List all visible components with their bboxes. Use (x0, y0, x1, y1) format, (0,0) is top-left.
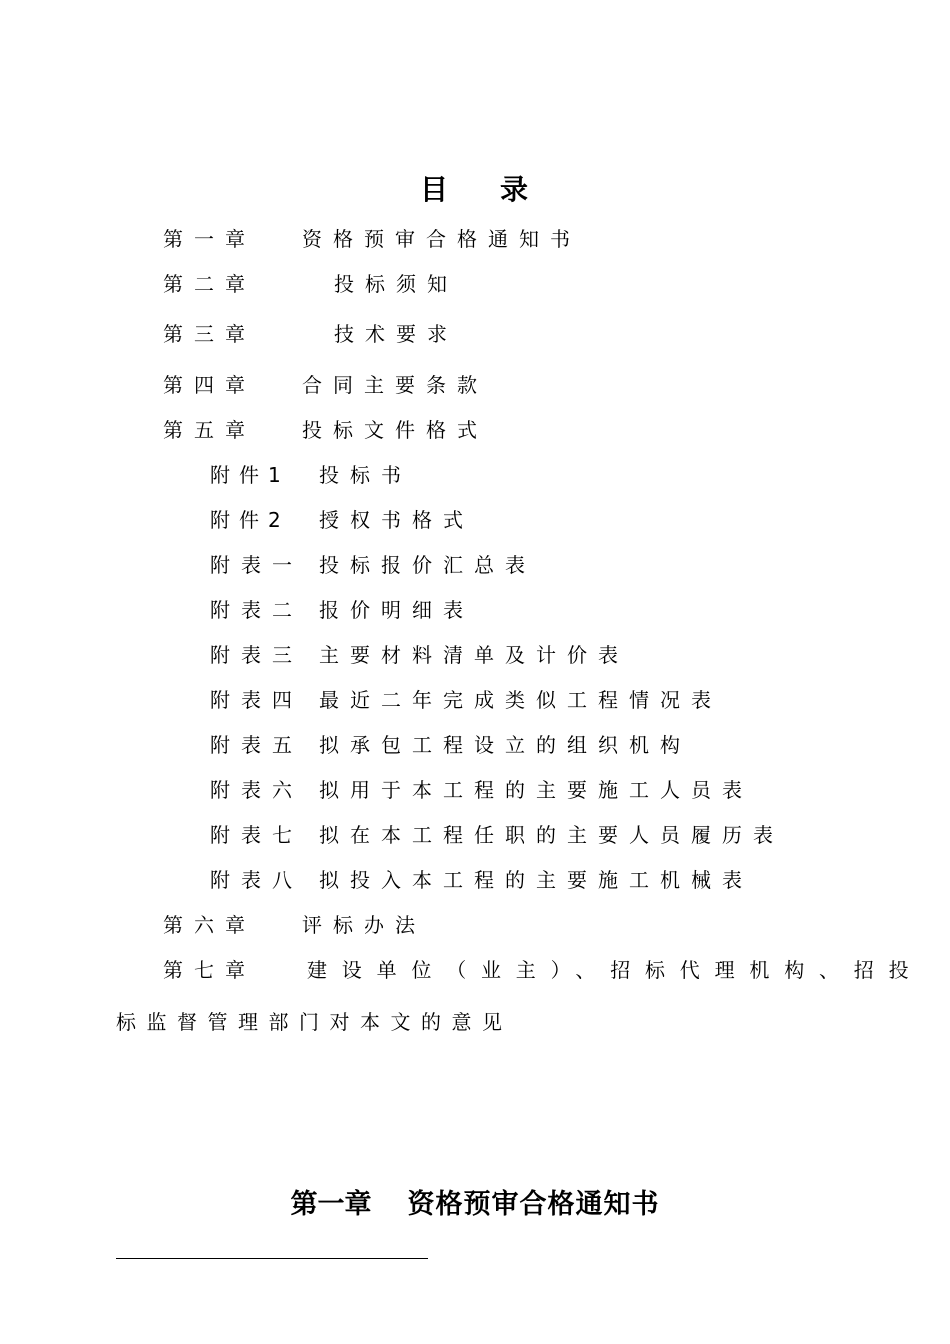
toc-appendix-5-title: 主要材料清单及计价表 (319, 643, 629, 667)
toc-chapter-3-label: 第三章 (163, 322, 256, 346)
toc-appendix-8-label: 附表六 (210, 778, 303, 802)
toc-chapter-4-title: 合同主要条款 (302, 373, 488, 397)
toc-appendix-3-title: 投标报价汇总表 (319, 553, 536, 577)
toc-appendix-5-label: 附表三 (210, 643, 303, 667)
toc-appendix-9-title: 拟在本工程任职的主要人员履历表 (319, 823, 784, 847)
toc-appendix-1-label: 附件1 (210, 463, 290, 487)
toc-appendix-10-title: 拟投入本工程的主要施工机械表 (319, 868, 753, 892)
toc-appendix-1-title: 投标书 (319, 463, 412, 487)
toc-appendix-4-label: 附表二 (210, 598, 303, 622)
toc-chapter-4-label: 第四章 (163, 373, 256, 397)
toc-chapter-7-title: 建设单位（业主）、招标代理机构、招投 (307, 958, 924, 982)
toc-chapter-1-title: 资格预审合格通知书 (302, 227, 581, 251)
toc-appendix-6-title: 最近二年完成类似工程情况表 (319, 688, 722, 712)
toc-appendix-3-label: 附表一 (210, 553, 303, 577)
footnote-rule (116, 1258, 428, 1259)
toc-appendix-7-label: 附表五 (210, 733, 303, 757)
toc-appendix-2-title: 授权书格式 (319, 508, 474, 532)
toc-title-left: 目 (419, 173, 450, 206)
chapter-heading-title: 资格预审合格通知书 (407, 1189, 660, 1220)
toc-title (0, 168, 950, 208)
toc-appendix-4-title: 报价明细表 (319, 598, 474, 622)
toc-chapter-5-label: 第五章 (163, 418, 256, 442)
toc-appendix-7-title: 拟承包工程设立的组织机构 (319, 733, 691, 757)
toc-chapter-6-title: 评标办法 (302, 913, 426, 937)
toc-appendix-10-label: 附表八 (210, 868, 303, 892)
toc-chapter-3-title: 技术要求 (334, 322, 458, 346)
toc-title-right: 录 (500, 173, 531, 206)
toc-chapter-7-label: 第七章 (163, 958, 256, 982)
toc-appendix-6-label: 附表四 (210, 688, 303, 712)
toc-appendix-8-title: 拟用于本工程的主要施工人员表 (319, 778, 753, 802)
chapter-heading (0, 1182, 950, 1221)
toc-chapter-6-label: 第六章 (163, 913, 256, 937)
toc-chapter-7-title-continuation: 标监督管理部门对本文的意见 (116, 1010, 513, 1034)
toc-chapter-2-title: 投标须知 (334, 272, 458, 296)
toc-appendix-9-label: 附表七 (210, 823, 303, 847)
toc-chapter-1-label: 第一章 (163, 227, 256, 251)
toc-chapter-5-title: 投标文件格式 (302, 418, 488, 442)
toc-chapter-2-label: 第二章 (163, 272, 256, 296)
toc-appendix-2-label: 附件2 (210, 508, 290, 532)
chapter-heading-label: 第一章 (290, 1189, 372, 1220)
